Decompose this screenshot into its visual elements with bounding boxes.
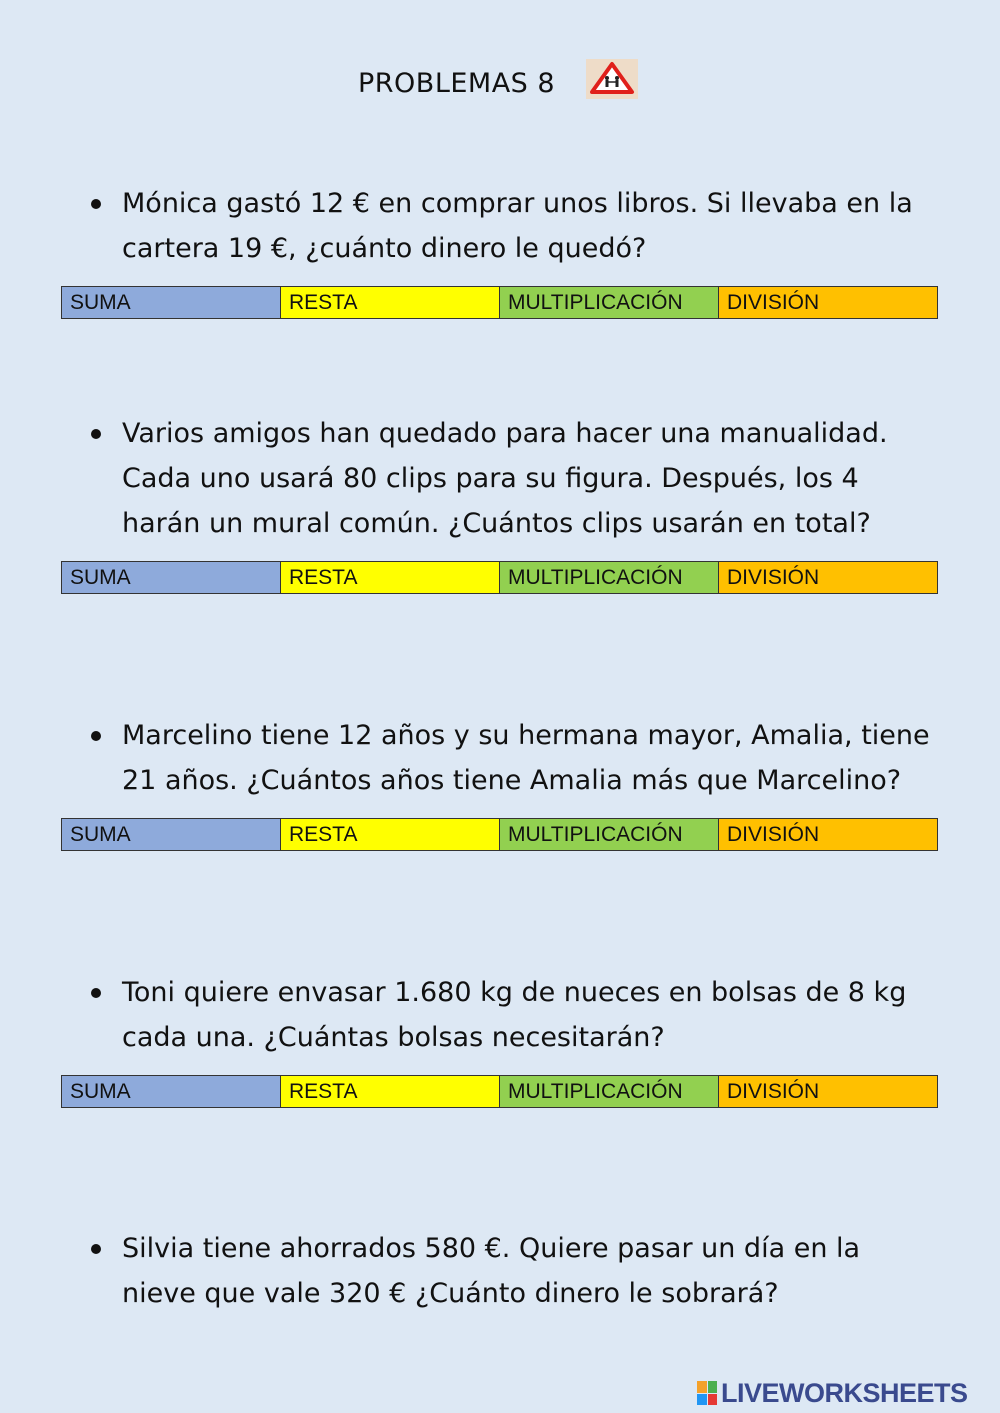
option-multiplicacion[interactable]: MULTIPLICACIÓN: [499, 819, 718, 850]
option-suma[interactable]: SUMA: [62, 562, 280, 593]
option-suma[interactable]: SUMA: [62, 287, 280, 318]
option-resta[interactable]: RESTA: [280, 562, 499, 593]
operation-choices-1: [61, 286, 938, 319]
option-division[interactable]: DIVISIÓN: [718, 819, 937, 850]
liveworksheets-logo: [697, 1378, 968, 1408]
problem-4: [88, 970, 948, 1060]
warning-triangle-children-icon: [586, 59, 638, 99]
page-title: PROBLEMAS 8: [358, 68, 556, 99]
option-division[interactable]: DIVISIÓN: [718, 562, 937, 593]
option-division[interactable]: DIVISIÓN: [718, 1076, 937, 1107]
problem-text: Marcelino tiene 12 años y su hermana mayor, Amalia, tiene 21 años. ¿Cuántos años tiene Amalia más que Marcelino?: [122, 720, 930, 796]
operation-choices-3: [61, 818, 938, 851]
option-resta[interactable]: RESTA: [280, 819, 499, 850]
liveworksheets-logo-icon: [697, 1381, 717, 1405]
problem-text: Mónica gastó 12 € en comprar unos libros. Si llevaba en la cartera 19 €, ¿cuánto dinero le quedó?: [122, 188, 913, 264]
operation-choices-2: [61, 561, 938, 594]
problem-text: Toni quiere envasar 1.680 kg de nueces en bolsas de 8 kg cada una. ¿Cuántas bolsas necesitarán?: [122, 977, 907, 1053]
option-multiplicacion[interactable]: MULTIPLICACIÓN: [499, 287, 718, 318]
problem-5: [88, 1226, 948, 1316]
problem-text: Silvia tiene ahorrados 580 €. Quiere pasar un día en la nieve que vale 320 € ¿Cuánto dinero le sobrará?: [122, 1233, 861, 1309]
option-suma[interactable]: SUMA: [62, 819, 280, 850]
option-suma[interactable]: SUMA: [62, 1076, 280, 1107]
bullet-icon: [91, 731, 101, 741]
operation-choices-4: [61, 1075, 938, 1108]
option-resta[interactable]: RESTA: [280, 1076, 499, 1107]
header: [0, 58, 1000, 108]
problem-3: [88, 713, 948, 803]
logo-text: LIVEWORKSHEETS: [721, 1377, 968, 1408]
problem-text: Varios amigos han quedado para hacer una manualidad. Cada uno usará 80 clips para su figura. Después, los 4 harán un mural común. ¿Cuántos clips usarán en total?: [122, 418, 888, 539]
problem-1: [88, 181, 948, 271]
bullet-icon: [91, 988, 101, 998]
bullet-icon: [91, 199, 101, 209]
bullet-icon: [91, 429, 101, 439]
problem-2: [88, 411, 948, 546]
option-division[interactable]: DIVISIÓN: [718, 287, 937, 318]
bullet-icon: [91, 1244, 101, 1254]
option-multiplicacion[interactable]: MULTIPLICACIÓN: [499, 562, 718, 593]
option-resta[interactable]: RESTA: [280, 287, 499, 318]
option-multiplicacion[interactable]: MULTIPLICACIÓN: [499, 1076, 718, 1107]
